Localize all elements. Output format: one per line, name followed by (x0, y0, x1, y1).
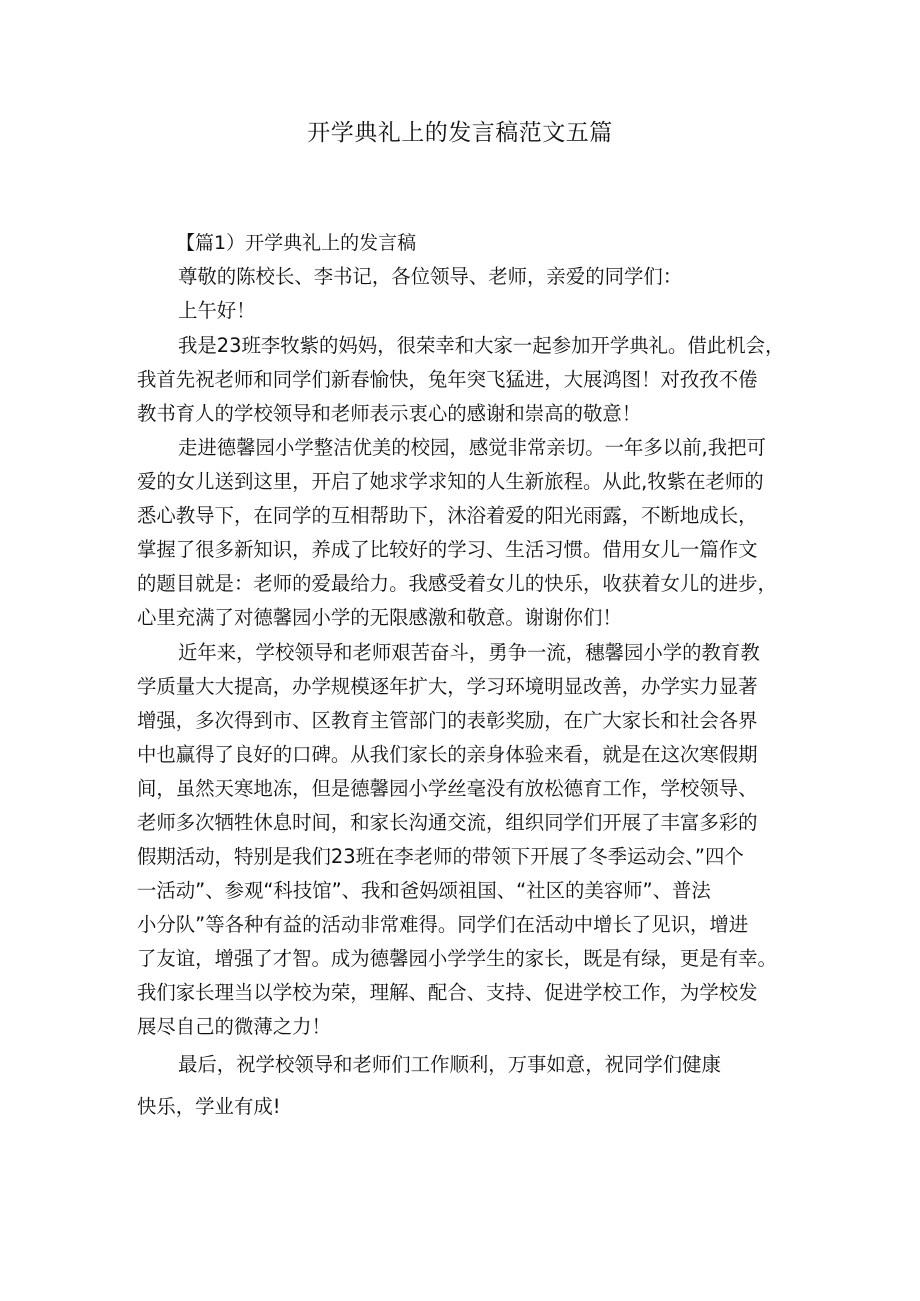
paragraph-line: 一活动”、参观“科技馆”、我和爸妈颂祖国、“社区的美容师”、普法 (137, 879, 711, 902)
paragraph-line: 了友谊，增强了才智。成为德馨园小学学生的家长，既是有绿，更是有幸。 (137, 947, 777, 970)
section-heading: 【篇1）开学典礼上的发言稿 (176, 232, 417, 254)
paragraph-line: 走进德馨园小学整洁优美的校园，感觉非常亲切。一年多以前,我把可 (178, 436, 766, 459)
paragraph-line: 近年来，学校领导和老师艰苦奋斗，勇争一流，穗馨园小学的教育教 (178, 641, 760, 664)
closing-line: 最后，祝学校领导和老师们工作顺利，万事如意，祝同学们健康 (178, 1053, 721, 1076)
paragraph-line: 假期活动，特别是我们23班在李老师的带领下开展了冬季运动会、”四个 (137, 845, 744, 868)
paragraph-line: 心里充满了对德馨园小学的无限感激和敬意。谢谢你们！ (137, 606, 622, 629)
paragraph-line: 爱的女儿送到这里，开启了她求学求知的人生新旅程。从此,牧紫在老师的 (137, 470, 764, 493)
paragraph-line: 小分队”等各种有益的活动非常难得。同学们在活动中增长了见识，增进 (137, 913, 749, 936)
paragraph-line: 我们家长理当以学校为荣，理解、配合、支持、促进学校工作，为学校发 (137, 981, 758, 1004)
paragraph-line: 教书育人的学校领导和老师表示衷心的感谢和崇高的敬意！ (137, 402, 642, 425)
paragraph-line: 老师多次牺牲休息时间，和家长沟通交流，组织同学们开展了丰富多彩的 (137, 811, 758, 834)
paragraph-line: 间，虽然天寒地冻，但是德馨园小学丝毫没有放松德育工作，学校领导、 (137, 777, 758, 800)
paragraph-line: 展尽自己的微薄之力！ (137, 1015, 331, 1038)
greeting-line: 上午好！ (178, 299, 256, 322)
document-title: 开学典礼上的发言稿范文五篇 (307, 120, 613, 146)
closing-line: 快乐，学业有成! (137, 1095, 281, 1118)
paragraph-line: 我是23班李牧紫的妈妈，很荣幸和大家一起参加开学典礼。借此机会， (178, 334, 785, 357)
paragraph-line: 学质量大大提高，办学规模逐年扩大，学习环境明显改善，办学实力显著 (137, 675, 758, 698)
paragraph-line: 的题目就是：老师的爱最给力。我感受着女儿的快乐，收获着女儿的进步， (137, 572, 777, 595)
paragraph-line: 增强，多次得到市、区教育主管部门的表彰奖励，在广大家长和社会各界 (137, 709, 758, 732)
salutation-line: 尊敬的陈校长、李书记，各位领导、老师，亲爱的同学们： (178, 265, 683, 288)
paragraph-line: 中也赢得了良好的口碑。从我们家长的亲身体验来看，就是在这次寒假期 (137, 743, 758, 766)
paragraph-line: 掌握了很多新知识，养成了比较好的学习、生活习惯。借用女儿一篇作文 (137, 538, 758, 561)
paragraph-line: 悉心教导下，在同学的互相帮助下，沐浴着爱的阳光雨露，不断地成长， (137, 504, 758, 527)
paragraph-line: 我首先祝老师和同学们新春愉快，兔年突飞猛进，大展鸿图！对孜孜不倦 (137, 368, 758, 391)
